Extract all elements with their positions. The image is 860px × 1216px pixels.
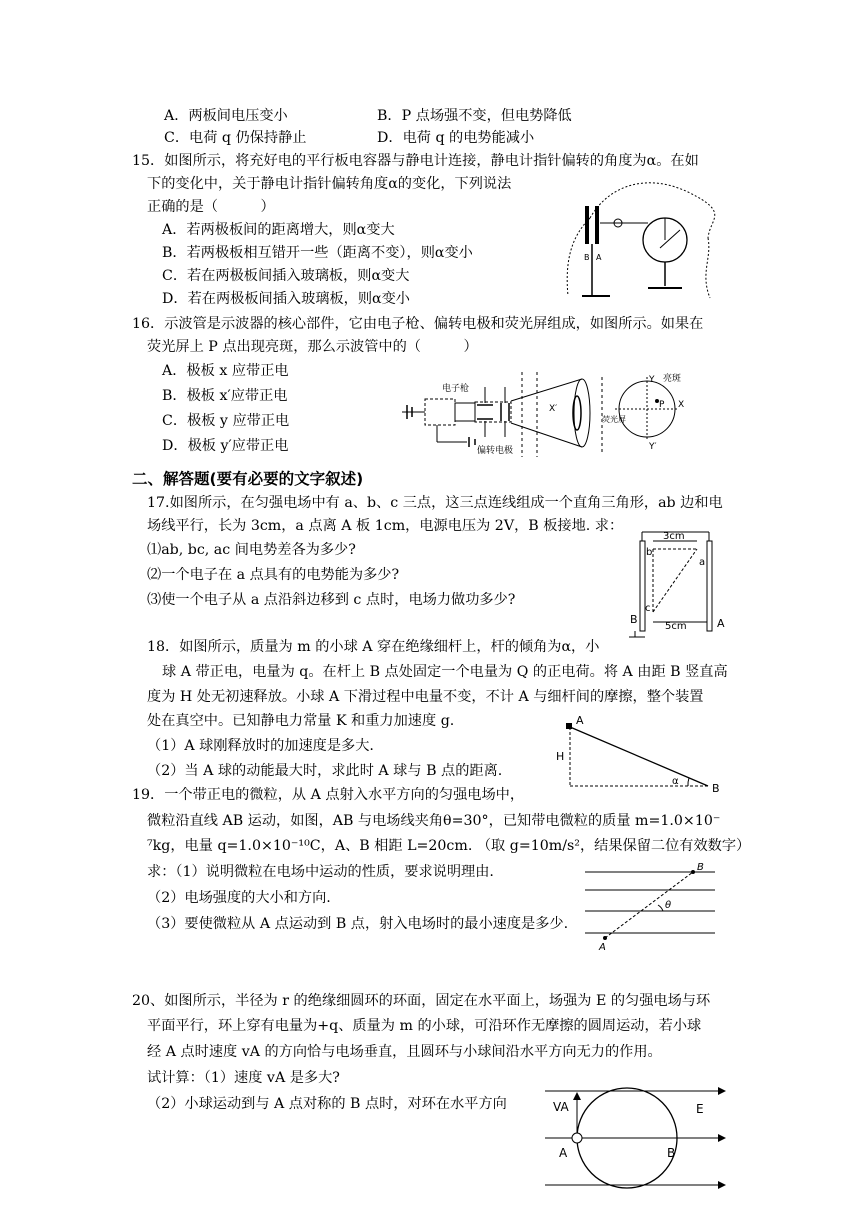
q17-label-c: c — [645, 603, 651, 614]
q15-line-2: 下的变化中，关于静电计指针偏转角度α的变化，下列说法 — [147, 176, 512, 192]
q16-option-a: A．极板 x 应带正电 — [162, 363, 289, 379]
q16-label-screen: 荧光屏 — [602, 415, 626, 424]
q18-line-1: 18．如图所示，质量为 m 的小球 A 穿在绝缘细杆上，杆的倾角为α，小 — [147, 639, 600, 655]
q20-label-B: B — [667, 1146, 676, 1160]
q20-line-1: 20、如图所示，半径为 r 的绝缘细圆环的环面，固定在水平面上，场强为 E 的匀强电场与环 — [132, 993, 711, 1009]
q18-line-4: 处在真空中。已知静电力常量 K 和重力加速度 g. — [147, 713, 455, 729]
q16-line-2: 荧光屏上 P 点出现亮斑，那么示波管中的（ ） — [147, 339, 478, 355]
q19-line-2: 微粒沿直线 AB 运动，如图，AB 与电场线夹角θ=30°，已知带电微粒的质量 m=1.0×10⁻ — [147, 813, 721, 829]
q18-line-5: （1）A 球刚释放时的加速度是多大. — [147, 738, 374, 754]
q20-line-3: 经 A 点时速度 vA 的方向恰与电场垂直，且圆环与小球间沿水平方向无力的作用。 — [147, 1044, 662, 1060]
q20-line-5: （2）小球运动到与 A 点对称的 B 点时，对环在水平方向 — [147, 1096, 507, 1112]
q16-label-yp: Y′ — [649, 442, 657, 452]
q18-line-2: 球 A 带正电，电量为 q。在杆上 B 点处固定一个电量为 Q 的正电荷。将 A 由距 B 竖直高 — [162, 664, 728, 680]
q17-line-4: ⑵一个电子在 a 点具有的电势能为多少? — [147, 567, 400, 583]
q19-line-5: （2）电场强度的大小和方向. — [147, 890, 331, 906]
q17-label-b: b — [646, 547, 653, 558]
q14-option-c: C．电荷 q 仍保持静止 — [164, 130, 307, 146]
q16-option-d: D．极板 y′应带正电 — [162, 438, 289, 454]
q15-line-1: 15．如图所示，将充好电的平行板电容器与静电计连接，静电计指针偏转的角度为α。在如 — [132, 153, 699, 169]
q15-option-b: B．若两极板相互错开一些（距离不变），则α变小 — [162, 245, 473, 261]
q17-label-3cm: 3cm — [663, 531, 685, 542]
q16-label-x: X — [678, 400, 685, 410]
q16-label-p: P — [659, 400, 665, 410]
q15-option-d: D．若在两极板间插入玻璃板，则α变小 — [162, 291, 410, 307]
q20-label-A: A — [559, 1146, 568, 1160]
q18-figure — [548, 712, 728, 794]
q16-option-c: C．极板 y 应带正电 — [162, 413, 290, 429]
q17-label-A: A — [717, 617, 725, 630]
q16-label-xp: X′ — [549, 404, 558, 414]
q14-option-d: D．电荷 q 的电势能减小 — [377, 130, 535, 146]
q16-label-gun: 电子枪 — [442, 384, 470, 394]
q19-line-1: 19．一个带正电的微粒，从 A 点射入水平方向的匀强电场中， — [132, 787, 525, 803]
q19-line-3: ⁷kg，电量 q=1.0×10⁻¹⁰C，A、B 相距 L=20cm. （取 g=10m/s²，结果保留二位有效数字） — [147, 838, 751, 854]
q15-option-a: A．若两极板间的距离增大，则α变大 — [162, 222, 395, 238]
q16-label-y: Y — [649, 375, 655, 385]
q18-label-H: H — [556, 750, 565, 763]
q14-option-b: B．P 点场强不变，但电势降低 — [377, 108, 572, 124]
q20-line-2: 平面平行，环上穿有电量为+q、质量为 m 的小球，可沿环作无摩擦的圆周运动，若小球 — [147, 1018, 702, 1034]
q17-line-5: ⑶使一个电子从 a 点沿斜边移到 c 点时，电场力做功多少? — [147, 592, 516, 608]
q19-line-6: （3）要使微粒从 A 点运动到 B 点，射入电场时的最小速度是多少. — [147, 916, 569, 932]
q15-option-c: C．若在两极板间插入玻璃板，则α变大 — [162, 268, 410, 284]
q17-line-1: 17.如图所示，在匀强电场中有 a、b、c 三点，这三点连线组成一个直角三角形，ab 边和电 — [147, 495, 723, 511]
q18-label-B: B — [712, 782, 720, 795]
q15-label-a: A — [596, 253, 602, 262]
q16-figure — [397, 367, 697, 462]
q18-label-alpha: α — [672, 776, 679, 787]
q17-line-3: ⑴ab, bc, ac 间电势差各为多少? — [147, 542, 356, 558]
q14-option-a: A．两板间电压变小 — [164, 108, 288, 124]
q17-label-B: B — [630, 613, 638, 626]
q20-label-E: E — [696, 1102, 704, 1116]
q20-line-4: 试计算：（1）速度 vA 是多大? — [147, 1070, 340, 1086]
q18-line-6: （2）当 A 球的动能最大时，求此时 A 球与 B 点的距离. — [147, 763, 503, 779]
q18-line-3: 度为 H 处无初速释放。小球 A 下滑过程中电量不变，不计 A 与细杆间的摩擦，整个装置 — [147, 689, 704, 705]
q19-label-A: A — [599, 942, 606, 953]
q19-figure — [585, 860, 725, 952]
q15-line-3: 正确的是（ ） — [147, 199, 275, 215]
q19-line-4: 求：（1）说明微粒在电场中运动的性质，要求说明理由. — [147, 864, 494, 880]
q20-figure — [545, 1073, 730, 1213]
section-2-title: 二、解答题(要有必要的文字叙述) — [132, 470, 364, 488]
q16-line-1: 16．示波管是示波器的核心部件，它由电子枪、偏转电极和荧光屏组成，如图所示。如果在 — [132, 316, 704, 332]
q15-label-b: B — [584, 253, 590, 262]
q16-option-b: B．极板 x′应带正电 — [162, 388, 288, 404]
q17-figure — [615, 527, 730, 639]
q17-label-5cm: 5cm — [665, 621, 687, 632]
q19-label-theta: θ — [665, 900, 672, 911]
q15-figure — [560, 178, 720, 303]
q19-label-B: B — [697, 862, 704, 873]
q17-label-a: a — [699, 557, 706, 568]
q16-label-electrodes: 偏转电极 — [477, 446, 514, 456]
q18-label-A: A — [576, 714, 584, 727]
q17-line-2: 场线平行，长为 3cm，a 点离 A 板 1cm，电源电压为 2V，B 板接地. 求： — [147, 518, 624, 534]
q16-label-spot: 亮斑 — [663, 374, 682, 384]
q20-label-va: VA — [553, 1100, 569, 1114]
